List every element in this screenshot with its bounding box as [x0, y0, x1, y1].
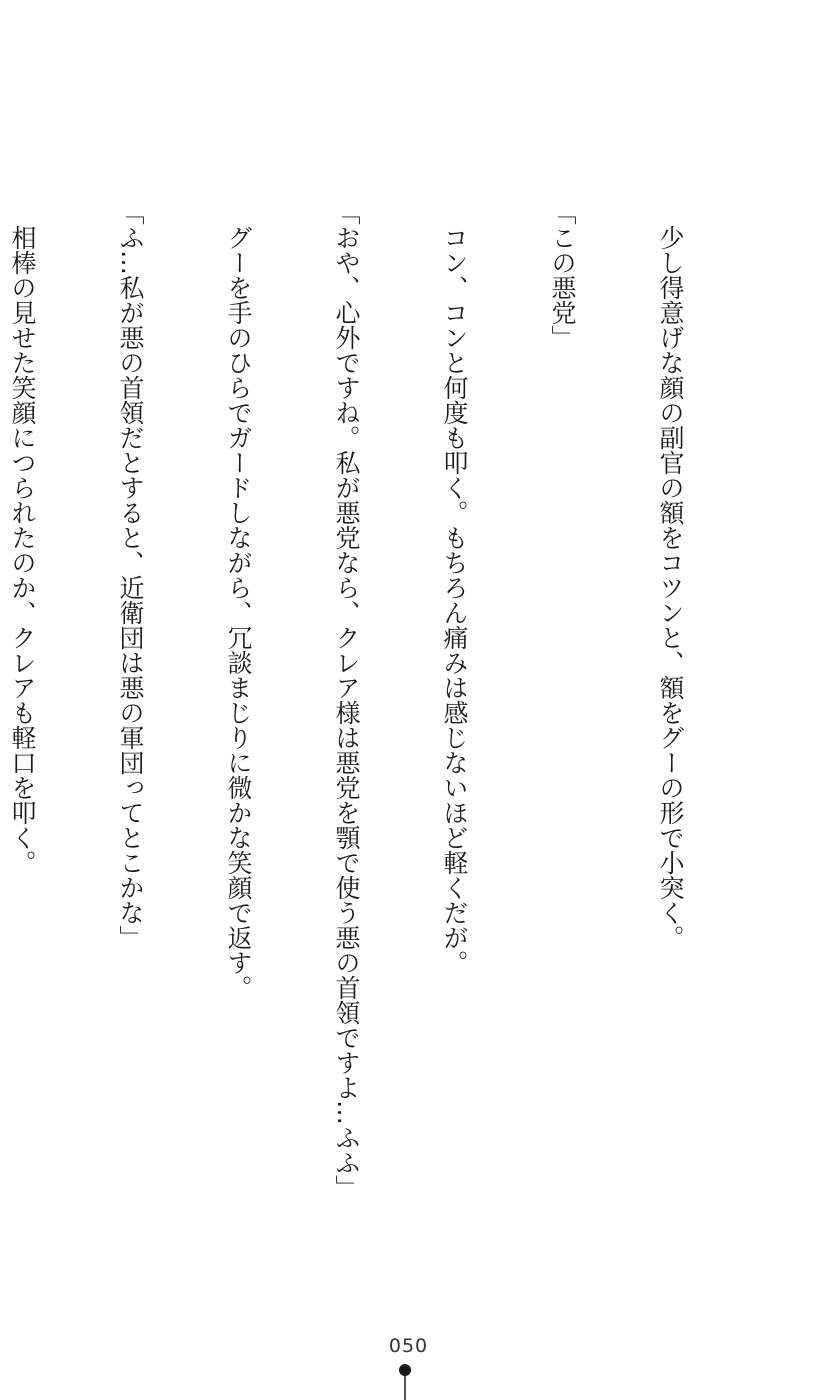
- page-ornament-icon: [398, 1362, 412, 1400]
- vertical-text-body: [8, 200, 760, 1320]
- text-line: 少し得意げな顔の副官の額をコツンと、額をグーの形で小突く。: [656, 200, 685, 950]
- text-line: 相棒の見せた笑顔につられたのか、クレアも軽口を叩く。: [8, 200, 37, 875]
- page-number: 050: [388, 1335, 429, 1357]
- text-line: グーを手のひらでガードしながら、冗談まじりに微かな笑顔で返す。: [224, 200, 253, 1000]
- text-line: コン、コンと何度も叩く。もちろん痛みは感じないほど軽くだが。: [440, 200, 469, 975]
- text-line: 「この悪党」: [548, 200, 577, 350]
- text-line: 「ふ…私が悪の首領だとすると、近衛団は悪の軍団ってとこかな」: [116, 200, 145, 950]
- text-line: 「おや、心外ですね。私が悪党なら、クレア様は悪党を顎で使う悪の首領ですよ…ふふ」: [332, 200, 361, 1200]
